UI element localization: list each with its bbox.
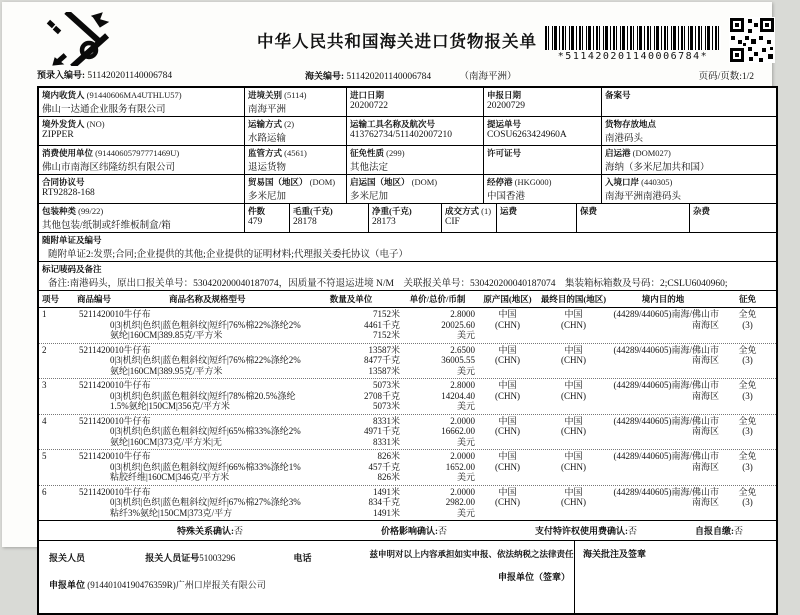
field-trade-country: 贸易国（地区） (DOM) 多米尼加	[245, 175, 347, 203]
field-net-weight: 净重(千克) 28173	[369, 204, 442, 232]
customs-endorsement-cell	[574, 541, 776, 613]
goods-row: 5 5211420010牛仔布 0|3|机织|色织|蓝色粗斜纹|短纤|66%棉33%涤纶1% 粘胶纤维|160CM|346克/平方米 826米 457千克 826米 2.0000 1652.00 美元 中国 (CHN) 中国 (CHN) (44289/440605)南海/佛山市 南海区 全免 (3)	[39, 450, 776, 486]
field-transit-port: 经停港 (HKG000) 中国香港	[484, 175, 602, 203]
phone-label: 电话	[293, 553, 312, 563]
field-import-date: 进口日期 20200722	[347, 88, 484, 116]
agent-id-label: 报关人员证号	[145, 553, 200, 563]
form-row-3	[39, 146, 776, 175]
declarant-cell	[39, 541, 369, 613]
marks-remarks-value: 备注:南港码头，原出口报关单号：530420200040187074，因质量不符退运进境 N/M 关联报关单号：530420200040187074 集装箱标箱数及号码：2;CSLU6040960;	[48, 279, 728, 289]
field-transaction-mode: 成交方式 (1) CIF	[442, 204, 497, 232]
customs-number-value: 511420201140006784	[346, 72, 432, 82]
field-departure-port: 启运港 (DOM027) 海纳（多米尼加共和国）	[605, 148, 710, 173]
goods-row: 4 5211420010牛仔布 0|3|机织|色织|蓝色粗斜纹|短纤|65%棉33%涤纶2% 氨纶|160CM|373克/平方米|无 8331米 4971千克 8331米 2.0000 16662.00 美元 中国 (CHN) 中国 (CHN) (44289/440605)南海/佛山市 南海区 全免 (3)	[39, 415, 776, 451]
legal-statement: 兹申明对以上内容承担如实申报、依法纳税之法律责任	[369, 549, 574, 559]
field-transport-mode: 运输方式 (2) 水路运输	[245, 117, 347, 145]
goods-row: 6 5211420010牛仔布 0|3|机织|色织|蓝色粗斜纹|短纤|67%棉27%涤纶3% 粘纤3%氨纶|150CM|373克/平方 1491米 834千克 1491米 2.0000 2982.00 美元 中国 (CHN) 中国 (CHN) (44289/440605)南海/佛山市 南海区 全免 (3)	[39, 486, 776, 522]
field-transport-name: 运输工具名称及航次号 413762734/511402007210	[347, 117, 484, 145]
form-row-4	[39, 175, 776, 204]
goods-table-header	[39, 291, 776, 308]
field-entry-port: 入境口岸 (440305) 南海平洲南港码头	[605, 177, 682, 202]
field-license-no: 许可证号	[484, 146, 602, 174]
customs-number-label: 海关编号:	[305, 71, 344, 81]
footer-row	[39, 541, 776, 613]
col-domestic-dest: 境内目的地	[641, 294, 685, 304]
declare-unit-label: 申报单位	[49, 580, 86, 590]
qr-code-icon	[729, 17, 775, 63]
barcode	[545, 26, 721, 50]
field-packing-type: 包装种类 (99/22) 其他包装/纸制或纤维板制盒/箱	[39, 204, 245, 232]
page-number: 页码/页数:1/2	[698, 72, 754, 82]
col-origin-country: 原产国(地区)	[483, 294, 532, 304]
goods-row: 1 5211420010牛仔布 0|3|机织|色织|蓝色粗斜纹|短纤|76%棉22%涤纶2% 氨纶|160CM|389.85克/平方米 7152米 4461千克 7152米 2.8000 20025.60 美元 中国 (CHN) 中国 (CHN) (44289/440605)南海/佛山市 南海区 全免 (3)	[39, 308, 776, 344]
field-departure-country: 启运国（地区） (DOM) 多米尼加	[347, 175, 484, 203]
goods-row: 2 5211420010牛仔布 0|3|机织|色织|蓝色粗斜纹|短纤|76%棉22%涤纶2% 氨纶|160CM|389.95克/平方米 13587米 8477千克 13587米 2.6500 36005.55 美元 中国 (CHN) 中国 (CHN) (44289/440605)南海/佛山市 南海区 全免 (3)	[39, 344, 776, 380]
declare-unit-seal-label: 申报单位（签章）	[497, 572, 570, 582]
declare-unit-code: (91440104190476359R)	[87, 580, 176, 590]
field-declare-date: 申报日期 20200729	[484, 88, 602, 116]
declaration-form	[37, 86, 778, 615]
field-supervision-mode: 监管方式 (4561) 退运货物	[245, 146, 347, 174]
declaration-sheet	[2, 2, 772, 590]
customs-port: （南海平洲）	[459, 72, 517, 82]
attached-documents-row: 随附单证及编号 随附单证2:发票;合同;企业提供的其他;企业提供的证明材料;代理报关委托协议（电子）	[39, 233, 776, 262]
agent-id-value: 51003296	[199, 553, 236, 563]
agent-label: 报关人员	[49, 553, 86, 563]
col-exemption: 征免	[738, 294, 756, 304]
document-title: 中华人民共和国海关进口货物报关单	[257, 32, 537, 51]
form-row-5	[39, 204, 776, 233]
col-item-no: 项号	[42, 294, 60, 304]
customs-endorsement-label: 海关批注及签章	[583, 549, 647, 559]
field-consignor: 境外发货人 (NO) ZIPPER	[39, 117, 245, 145]
field-bill-no: 提运单号 COSU6263424960A	[484, 117, 602, 145]
declare-unit-value: 广州口岸报关有限公司	[175, 580, 266, 590]
pre-entry-number	[37, 68, 172, 81]
field-consignee: 境内收货人 (91440606MA4UTHLU57) 佛山一达通企业服务有限公司	[39, 88, 245, 116]
royalty-payment-confirm: 支付特许权使用费确认:否	[535, 526, 638, 536]
pre-entry-value: 511420201140006784	[87, 71, 173, 81]
goods-row: 3 5211420010牛仔布 0|3|机织|色织|蓝色粗斜纹|短纤|78%棉20.5%涤纶 1.5%氨纶|150CM|356克/平方米 5073米 2708千克 5073米 2.8000 14204.40 美元 中国 (CHN) 中国 (CHN) (44289/440605)南海/佛山市 南海区 全免 (3)	[39, 379, 776, 415]
customs-number	[305, 68, 517, 82]
customs-emblem-icon	[42, 12, 112, 66]
special-relation-confirm: 特殊关系确认:否	[177, 526, 244, 536]
field-gross-weight: 毛重(千克) 28178	[290, 204, 369, 232]
field-entry-customs: 进境关别 (5114) 南海平洲	[245, 88, 347, 116]
col-commodity-code: 商品编号	[77, 294, 112, 304]
pre-entry-label: 预录入编号:	[37, 70, 85, 80]
self-declare-pay: 自报自缴:否	[695, 526, 744, 536]
confirmations-row	[39, 521, 776, 541]
field-pieces: 件数 479	[245, 204, 290, 232]
statement-cell	[369, 541, 574, 613]
form-row-1	[39, 88, 776, 117]
attached-documents-value: 随附单证2:发票;合同;企业提供的其他;企业提供的证明材料;代理报关委托协议（电子）	[48, 250, 408, 260]
goods-rows	[39, 308, 776, 521]
field-exempt-nature: 征免性质 (299) 其他法定	[347, 146, 484, 174]
col-price: 单价/总价/币制	[409, 294, 466, 304]
field-freight: 运费	[497, 204, 577, 232]
field-consumer-unit: 消费使用单位 (91440605797771469U) 佛山市南海区纬隆纺织有限公司	[39, 146, 245, 174]
field-misc-fees: 杂费	[693, 206, 711, 216]
price-influence-confirm: 价格影响确认:否	[381, 526, 448, 536]
col-commodity-name: 商品名称及规格型号	[169, 294, 246, 304]
field-record-no: 备案号	[605, 90, 631, 100]
form-row-2	[39, 117, 776, 146]
reference-numbers-row	[37, 68, 754, 84]
field-insurance: 保费	[577, 204, 690, 232]
barcode-box	[545, 26, 721, 62]
field-contract-no: 合同协议号 RT92828-168	[39, 175, 245, 203]
barcode-text: *511420201140006784*	[557, 51, 709, 62]
marks-remarks-row: 标记唛码及备注 备注:南港码头，原出口报关单号：530420200040187074，因质量不符退运进境 N/M 关联报关单号：530420200040187074 集装箱标箱数及号码：2;CSLU6040960;	[39, 262, 776, 291]
col-dest-country: 最终目的国(地区)	[540, 294, 607, 304]
field-storage-place: 货物存放地点 南港码头	[605, 119, 657, 144]
header-band	[2, 2, 772, 68]
col-quantity-unit: 数量及单位	[329, 294, 373, 304]
